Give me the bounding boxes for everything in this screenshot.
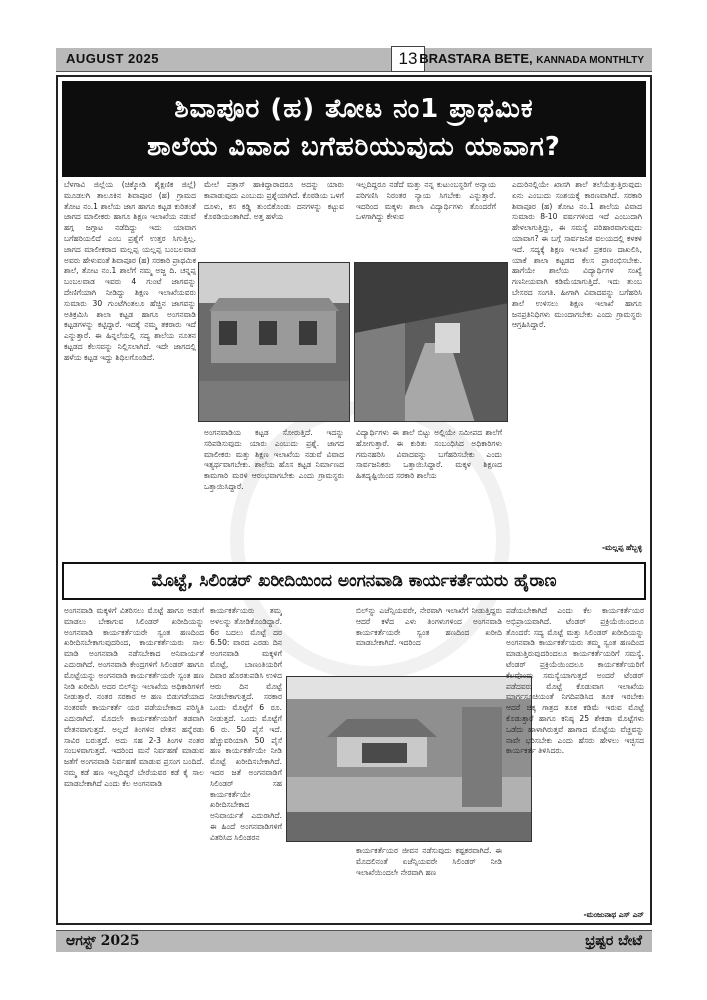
anganwadi-building-photo <box>286 676 532 842</box>
footer-publication: ಭ್ರಷ್ಟರ ಬೇಟೆ <box>585 933 642 949</box>
article1-column3-bottom: ವಿದ್ಯಾರ್ಥಿಗಳು ಈ ಶಾಲೆ ಬಿಟ್ಟು ಅಲ್ಲಿಯೇ ಸಮೀಪದ ಶಾಲೆಗೆ ಹೋಗುತ್ತಾರೆ. ಈ ಕುರಿತು ಸಂಬಂಧಿಸಿದ ಅಧಿಕಾರಿಗಳು ಗಮನಹರಿಸಿ ವಿವಾದವನ್ನು ಬಗೆಹರಿಸಬೇಕು ಎಂದು ಸಾರ್ವಜನಿಕರು ಒತ್ತಾಯಿಸಿದ್ದಾರೆ. ಮಕ್ಕಳ ಶಿಕ್ಷಣದ ಹಿತದೃಷ್ಟಿಯಿಂದ ಸರಕಾರಿ ಶಾಲೆಯ <box>356 428 502 481</box>
page-header <box>56 48 652 72</box>
article1-author: -ಮಲ್ಲಪ್ಪ ಹೆಬ್ಬಳ್ಳಿ <box>602 543 642 552</box>
article1-column1: ಬೆಳಗಾವಿ ಜಿಲ್ಲೆಯ (ಚಿಕ್ಕೋಡಿ ಶೈಕ್ಷಣಿಕ ಜಿಲ್ಲೆ) ಮೂಡಲಗಿ ತಾಲೂಕಿನ ಶಿವಾಪೂರ (ಹ) ಗ್ರಾಮದ ತೋಟ ನಂ.1 ಶಾಲೆಯ ಜಾಗ ಹಾಗೂ ಕಟ್ಟಡ ಕುರಿತಂತೆ ಜಾಗದ ಮಾಲೀಕರು ಹಾಗೂ ಶಿಕ್ಷಣ ಇಲಾಖೆಯ ನಡುವೆ ಹಗ್ಗ ಜಗ್ಗಾಟ ನಡೆದಿದ್ದು ಇದು ಯಾವಾಗ ಬಗೆಹರಿಯಲಿದೆ ಎಂಬ ಪ್ರಶ್ನೆಗೆ ಉತ್ತರ ಸಿಗುತ್ತಿಲ್ಲ. ಜಾಗದ ಮಾಲೀಕರಾದ ಮಲ್ಲಪ್ಪ ಯಲ್ಲಪ್ಪ ಬಂಬಲವಾಡ ಅವರು ಹೇಳುವಂತೆ ಶಿವಾಪೂರ (ಹ) ಸರಕಾರಿ ಪ್ರಾಥಮಿಕ ಶಾಲೆ, ತೋಟ ನಂ.1 ಶಾಲೆಗೆ ನಮ್ಮ ಅಜ್ಜ ದಿ. ಚನ್ನಪ್ಪ ಬಂಬಲವಾಡ ಇವರು 4 ಗುಂಟೆ ಜಾಗವನ್ನು ದೇಣಿಗೆಯಾಗಿ ನೀಡಿದ್ದು ಶಿಕ್ಷಣ ಇಲಾಖೆಯವರು ಸುಮಾರು 30 ಗುಂಟೆಗಿಂತಲೂ ಹೆಚ್ಚಿನ ಜಾಗವನ್ನು ಅತಿಕ್ರಮಿಸಿ ಶಾಲಾ ಕಟ್ಟಡ ಹಾಗೂ ಅಂಗನವಾಡಿ ಕಟ್ಟಡಗಳನ್ನು ಕಟ್ಟಿದ್ದಾರೆ. ಇದಕ್ಕೆ ನಮ್ಮ ತಕರಾರು ಇದೆ ಎನ್ನುತ್ತಾರೆ. ಈ ಹಿನ್ನಲೆಯಲ್ಲಿ ಸದ್ಯ ಶಾಲೆಯ ನೂತನ ಕಟ್ಟಡದ ಕೆಲಸವನ್ನು ನಿಲ್ಲಿಸಲಾಗಿದೆ. ಇದೇ ಜಾಗದಲ್ಲಿ ಹಳೆಯ ಕಟ್ಟಡ ಇದ್ದು ಶಿಥಿಲಗೊಂಡಿದೆ. <box>64 180 196 362</box>
school-building-image <box>199 263 350 422</box>
corridor-image <box>355 263 508 422</box>
article2-headline: ಮೊಟ್ಟೆ, ಸಿಲಿಂಡರ್ ಖರೀದಿಯಿಂದ ಅಂಗನವಾಡಿ ಕಾರ್ಯಕರ್ತೆಯರು ಹೈರಾಣ <box>62 562 646 600</box>
article1-column2-top: ಮೇಲೆ ಪತ್ರಾಸ್ ಹಾಕಿದ್ದಾರಾದರೂ ಅದನ್ನು ಯಾರು ಕಾಪಾಡುವುದು ಎಂಬುದು ಪ್ರಶ್ನೆಯಾಗಿದೆ. ಕೊಠಡಿಯ ಒಳಗೆ ದೂಳು, ಕಸ ಕಡ್ಡಿ ತುಂಬಿಕೊಂಡು ದನಗಳನ್ನು ಕಟ್ಟುವ ಕೊಠಡಿಯಂತಾಗಿದೆ. ಅತ್ತ ಹಳೆಯ <box>204 180 344 222</box>
page-number: 13 <box>391 46 425 72</box>
article2-author: -ಮಂಜುನಾಥ ಎಸ್ ಎನ್ <box>583 910 644 919</box>
publication-subtitle: KANNADA MONTHLTY <box>536 55 644 66</box>
article2-column1: ಅಂಗನವಾಡಿ ಮಕ್ಕಳಿಗೆ ವಿತರಿಸಲು ಮೊಟ್ಟೆ ಹಾಗೂ ಅಡುಗೆ ಮಾಡಲು ಬೇಕಾಗುವ ಸಿಲಿಂಡರ್ ಖರೀದಿಯನ್ನು ಅಂಗನವಾಡಿ ಕಾರ್ಯಕರ್ತೆಯರೇ ಸ್ವಂತ ಹಣದಿಂದ ಖರೀದಿಸಬೇಕಾಗುವುದರಿಂದ, ಕಾರ್ಯಕರ್ತೆಯರು ಸಾಲ ಮಾಡಿ ಅಂಗನವಾಡಿ ನಡೆಸಬೇಕಾದ ಅನಿವಾರ್ಯತೆ ಎದುರಾಗಿದೆ. ಅಂಗನವಾಡಿ ಕೇಂದ್ರಗಳಿಗೆ ಸಿಲಿಂಡರ್ ಹಾಗೂ ಮೊಟ್ಟೆಯನ್ನು ಅಂಗನವಾಡಿ ಕಾರ್ಯಕರ್ತೆಯರೇ ಸ್ವಂತ ಹಣ ನೀಡಿ ಖರೀದಿಸಿ ಅದರ ಬಿಲ್‌ನ್ನು ಇಲಾಖೆಯ ಅಧಿಕಾರಿಗಳಿಗೆ ನೀಡುತ್ತಾರೆ. ನಂತರ ಸರಕಾರ ಆ ಹಣ ಬಿಡುಗಡೆಯಾದ ನಂತರವೇ ಕಾರ್ಯಕರ್ತೆ ಯರ ಪಡೆಯಬೇಕಾದ ಪರಿಸ್ಥಿತಿ ಎದುರಾಗಿದೆ. ಮೊದಲೇ ಕಾರ್ಯಕರ್ತೆಯರಿಗೆ ತಡವಾಗಿ ವೇತನವಾಗುತ್ತದೆ. ಅಲ್ಲದೆ ತಿಂಗಳಿನ ವೇತನ ಹನ್ನೆರಡು ಸಾವಿರ ಬರುತ್ತದೆ. ಅದು ಸಹ 2-3 ತಿಂಗಳ ನಂತರ ಸಂಬಳವಾಗುತ್ತದೆ. ಇದರಿಂದ ಮನೆ ನಿರ್ವಹಣೆ ಮಾಡುವ ಜತೆಗೆ ಅಂಗನವಾಡಿ ನಿರ್ವಹಣೆ ಮಾಡುವ ಪ್ರಸಂಗ ಬಂದಿದೆ. ನಮ್ಮ ಕಡೆ ಹಣ ಇಲ್ಲದಿದ್ದರೆ ಬೇರೆಯವರ ಕಡೆ ಕೈ ಸಾಲ ಮಾಡಬೇಕಾಗಿದೆ ಎಂದು ಕೆಲ ಅಂಗನವಾಡಿ <box>64 606 204 788</box>
article1-headline <box>62 81 646 177</box>
article1-column2-bottom: ಅಂಗನವಾಡಿಯ ಕಟ್ಟಡ ಸೋರುತ್ತಿದೆ. ಇದನ್ನು ಸರಿಪಡಿಸುವುದು ಯಾರು ಎಂಬುದು ಪ್ರಶ್ನೆ. ಜಾಗದ ಮಾಲೀಕರು ಮತ್ತು ಶಿಕ್ಷಣ ಇಲಾಖೆಯ ನಡುವೆ ವಿವಾದ ಇತ್ಯರ್ಥವಾಗಬೇಕು. ಶಾಲೆಯ ಹೊಸ ಕಟ್ಟಡ ನಿರ್ಮಾಣದ ಕಾಮಗಾರಿ ಮರಳಿ ಆರಂಭವಾಗಬೇಕು ಎಂದು ಗ್ರಾಮಸ್ಥರು ಒತ್ತಾಯಿಸಿದ್ದಾರೆ. <box>204 428 344 491</box>
page-footer <box>56 930 652 952</box>
article1-column4: ಎದುರಿನಲ್ಲಿಯೇ ಖಾಸಗಿ ಶಾಲೆ ತಲೆಯೆತ್ತುತ್ತಿರುವುದು ಏನು ಎಂಬುದು ಸಂಶಯಕ್ಕೆ ಕಾರಣವಾಗಿದೆ. ಸರಕಾರಿ ಶಿವಾಪೂರ (ಹ) ತೋಟ ನಂ.1 ಶಾಲೆಯ ವಿವಾದ ಸುಮಾರು 8-10 ವರ್ಷಗಳಿಂದ ಇದೆ ಎಂಬುದಾಗಿ ಹೇಳಲಾಗುತ್ತಿದ್ದು, ಈ ಸಮಸ್ಯೆ ಪರಿಹಾರವಾಗುವುದು ಯಾವಾಗ? ಈ ಬಗ್ಗೆ ಸಾರ್ವಜನಿಕ ವಲಯದಲ್ಲಿ ಕಳಕಳಿ ಇದೆ. ಸದ್ಯಕ್ಕೆ ಶಿಕ್ಷಣ ಇಲಾಖೆ ಪ್ರಕರಣ ದಾಖಲಿಸಿ, ಯಾಕೆ ಶಾಲಾ ಕಟ್ಟಡದ ಕೆಲಸ ಪ್ರಾರಂಭಿಸಬೇಕು. ಹಾಗೆಯೇ ಶಾಲೆಯ ವಿದ್ಯಾರ್ಥಿಗಳ ಸಂಖ್ಯೆ ಗಣನೀಯವಾಗಿ ಕಡಿಮೆಯಾಗುತ್ತಿದೆ. ಇದು ತುಂಬ ಬೇಸರದ ಸಂಗತಿ. ಹೀಗಾಗಿ ವಿವಾದವನ್ನು ಬಗೆಹರಿಸಿ ಶಾಲೆ ಉಳಿಸಲು ಶಿಕ್ಷಣ ಇಲಾಖೆ ಹಾಗೂ ಜನಪ್ರತಿನಿಧಿಗಳು ಮುಂದಾಗಬೇಕು ಎಂದು ಗ್ರಾಮಸ್ಥರು ಆಗ್ರಹಿಸಿದ್ದಾರೆ. <box>512 180 642 330</box>
publication-title: BRASTARA BETE, <box>419 51 533 66</box>
article1-column3-top: ಇಲ್ಲದಿದ್ದರೂ ನಡೆದೆ ಮತ್ತು ನನ್ನ ಕುಟುಂಬಸ್ಥರಿಗೆ ಅನ್ಯಾಯ ಪರಿಗಣಿಸಿ ನಿರಂತರ ನ್ಯಾಯ ಸಿಗಬೇಕು ಎನ್ನುತ್ತಾರೆ. ಇದರಿಂದ ಮಕ್ಕಳು ಶಾಲಾ ವಿದ್ಯಾರ್ಥಿಗಳು ತೊಂದರೆಗೆ ಒಳಗಾಗಿದ್ದು ಕೇಳುವ <box>356 180 496 222</box>
school-building-photo <box>198 262 350 422</box>
publication-name <box>419 51 644 66</box>
article1-headline-line2: ಶಾಲೆಯ ವಿವಾದ ಬಗೆಹರಿಯುವುದು ಯಾವಾಗ? <box>147 132 561 162</box>
issue-date: AUGUST 2025 <box>66 51 159 66</box>
article2-column3-top: ಬಿಲ್‌ನ್ನು ಎಜೆನ್ಸಿಯವರೇ, ನೇರವಾಗಿ ಇಲಾಖೆಗೆ ನೀಡುತ್ತಿದ್ದರು ಆದರೆ ಕಳೆದ ಎಳು ತಿಂಗಳುಗಳಿಂದ ಅಂಗನವಾಡಿ ಕಾರ್ಯಕರ್ತೆಯರೇ ಸ್ವಂತ ಹಣದಿಂದ ಖರೀದಿ ಮಾಡಬೇಕಾಗಿದೆ. ಇದರಿಂದ <box>356 606 502 648</box>
article2-column4: ಪಡೆಯಬೇಕಾಗಿದೆ ಎಂದು ಕೆಲ ಕಾರ್ಯಕರ್ತೆಯರ ಅಭಿಪ್ರಾಯವಾಗಿದೆ. ಟೆಂಡರ್ ಪ್ರಕ್ರಿಯೆಯಿಂದಲೂ ತೊಂದರೆ: ಸದ್ಯ ಮೊಟ್ಟೆ ಮತ್ತು ಸಿಲಿಂಡರ್ ಖರೀದಿಯನ್ನು ಅಂಗನವಾಡಿ ಕಾರ್ಯಕರ್ತೆಯರು ತಮ್ಮ ಸ್ವಂತ ಹಣದಿಂದ ಮಾಡುತ್ತಿರುವುದರಿಂದಲೂ ಕಾರ್ಯಕರ್ತೆಯರಿಗೆ ಸಮಸ್ಯೆ. ಟೆಂಡರ್ ಪ್ರಕ್ರಿಯೆಯಿಂದಲೂ ಕಾರ್ಯಕರ್ತೆಯರಿಗೆ ಕೆಲವೊಂದು ಸಮಸ್ಯೆಯಾಗುತ್ತದೆ ಅಂದರೆ ಟೆಂಡರ್ ಪಡೆದವರು ಮೊಟ್ಟೆ ಕೊಡುವಾಗ ಇಲಾಖೆಯ ಮಾರ್ಗಸೂಚಿಯಂತೆ ನಿಗದಿಪಡಿಸಿದ ತೂಕ ಇರಬೇಕು ಆದರೆ ಚಿಕ್ಕ ಗಾತ್ರದ ತೂಕ ಕಡಿಮೆ ಇರುವ ಮೊಟ್ಟೆ ಕೊಡುತ್ತಾರೆ ಹಾಗೂ ಕನಿಷ್ಠ 25 ಶೇಕಡಾ ಮೊಟ್ಟೆಗಳು ಒಡೆದು ಹಾಳಾಗಿರುತ್ತವೆ ಹಾಗಾದ ಮೊಟ್ಟೆಯ ವೆಚ್ಚವನ್ನು ನಾವೇ ಭರಿಸಬೇಕು ಎಂದು ಹೆಸರು ಹೇಳಲು ಇಚ್ಛಿಸದ ಕಾರ್ಯಕರ್ತೆ ತಿಳಿಸಿದರು. <box>506 606 644 756</box>
anganwadi-building-image <box>287 677 532 842</box>
article2-column3-bottom: ಕಾರ್ಯಕರ್ತೆಯರ ಜೀವನ ನಡೆಸುವುದು ಕಷ್ಟಕರವಾಗಿದೆ. ಈ ಮೊದಲಿನಂತೆ ಏಜೆನ್ಸಿಯವರೇ ಸಿಲಿಂಡರ್ ನೀಡಿ ಇಲಾಖೆಯಿಂದಲೇ ನೇರವಾಗಿ ಹಣ <box>356 846 502 877</box>
article2-column2: ಕಾರ್ಯಕರ್ತೆಯರು ತಮ್ಮ ಅಳಲನ್ನು ತೋಡಿಕೊಂಡಿದ್ದಾರೆ. 6ರ ಬದಲು ಮೊಟ್ಟೆ ದರ 6.50: ವಾರದ ಎರಡು ದಿನ ಅಂಗನವಾಡಿ ಮಕ್ಕಳಿಗೆ ಮೊಟ್ಟೆ, ಬಾಣಂತಿಯರಿಗೆ ದಿವಾರ ಹೊರತುಪಡಿಸಿ ಉಳಿದ ಆರು ದಿನ ಮೊಟ್ಟೆ ನೀಡಬೇಕಾಗುತ್ತದೆ. ಸರಕಾರ ಒಂದು ಮೊಟ್ಟೆಗೆ 6 ರೂ. ನೀಡುತ್ತದೆ. ಒಂದು ಮೊಟ್ಟೆಗೆ 6 ರು. 50 ಪೈಸೆ ಇದೆ. ಹೆಚ್ಚುವರಿಯಾಗಿ 50 ಪೈಸೆ ಹಣ ಕಾರ್ಯಕರ್ತೆಯೇ ನೀಡಿ ಮೊಟ್ಟೆ ಖರೀದಿಸಬೇಕಾಗಿದೆ. ಇದರ ಜತೆ ಅಂಗನವಾಡಿಗೆ ಸಿಲಿಂಡರ್ ಸಹ ಕಾರ್ಯಕರ್ತೆಯೇ ಖರೀದಿಸಬೇಕಾದ ಅನಿವಾರ್ಯತೆ ಎದುರಾಗಿದೆ. ಈ ಹಿಂದೆ ಅಂಗನವಾಡಿಗಳಿಗೆ ವಿತರಿಸಿದ ಸಿಲಿಂಡರನ <box>210 606 282 842</box>
footer-date: ಆಗಸ್ಟ್ 2025 <box>66 933 140 949</box>
article1-headline-line1: ಶಿವಾಪೂರ (ಹ) ತೋಟ ನಂ1 ಪ್ರಾಥಮಿಕ <box>174 94 534 124</box>
corridor-photo <box>354 262 508 422</box>
